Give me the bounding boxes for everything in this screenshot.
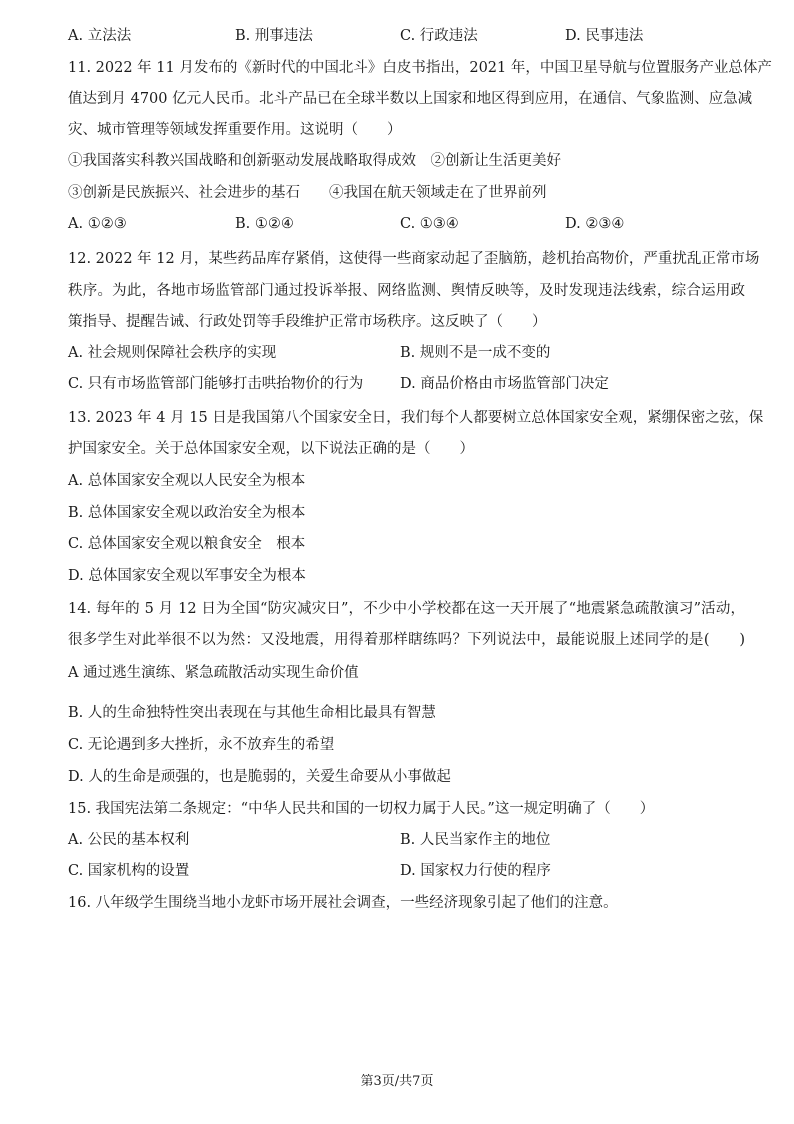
option-c: C. 只有市场监管部门能够打击哄抬物价的行为 <box>68 376 364 392</box>
question-stem: 12. 2022 年 12 月，某些药品库存紧俏，这使得一些商家动起了歪脑筋，趁机抬高物价，严重扰乱正常市场 <box>68 251 760 267</box>
option-c: C. ①③④ <box>400 216 459 232</box>
question-stem: 14. 每年的 5 月 12 日为全国“防灾减灾日”，不少中小学校都在这一天开展了“地震紧急疏散演习”活动， <box>68 601 745 617</box>
option-b: B. 规则不是一成不变的 <box>400 345 551 361</box>
statement: ①我国落实科教兴国战略和创新驱动发展战略取得成效 ②创新让生活更美好 <box>68 153 561 169</box>
page-number: 第3页/共7页 <box>360 1074 434 1089</box>
option-c: C. 国家机构的设置 <box>68 863 190 879</box>
question-stem: 护国家安全。关于总体国家安全观，以下说法正确的是（ ） <box>68 441 474 457</box>
question-stem: 15. 我国宪法第二条规定：“中华人民共和国的一切权力属于人民。”这一规定明确了（ ） <box>68 801 655 817</box>
option-d: D. ②③④ <box>565 216 625 232</box>
question-stem: 13. 2023 年 4 月 15 日是我国第八个国家安全日，我们每个人都要树立总体国家安全观，紧绷保密之弦，保 <box>68 410 764 426</box>
option-d: D. 总体国家安全观以军事安全为根本 <box>68 568 306 584</box>
option-d: D. 国家权力行使的程序 <box>400 863 551 879</box>
question-stem: 11. 2022 年 11 月发布的《新时代的中国北斗》白皮书指出，2021 年，中国卫星导航与位置服务产业总体产 <box>68 60 772 76</box>
option-a: A. ①②③ <box>68 216 127 232</box>
option-d: D. 商品价格由市场监管部门决定 <box>400 376 609 392</box>
question-stem: 值达到月 4700 亿元人民币。北斗产品已在全球半数以上国家和地区得到应用，在通信、气象监测、应急减 <box>68 91 753 107</box>
question-stem: 灾、城市管理等领域发挥重要作用。这说明（ ） <box>68 122 402 138</box>
option-b: B. 人的生命独特性突出表现在与其他生命相比最具有智慧 <box>68 705 436 721</box>
option-d: D. 民事违法 <box>565 28 644 44</box>
option-a: A. 总体国家安全观以人民安全为根本 <box>68 473 306 489</box>
option-c: C. 行政违法 <box>400 28 478 44</box>
option-c: C. 无论遇到多大挫折，永不放弃生的希望 <box>68 737 335 753</box>
option-b: B. 总体国家安全观以政治安全为根本 <box>68 505 306 521</box>
option-b: B. 人民当家作主的地位 <box>400 832 551 848</box>
statement: ③创新是民族振兴、社会进步的基石 ④我国在航天领域走在了世界前列 <box>68 185 547 201</box>
question-stem: 策指导、提醒告诫、行政处罚等手段维护正常市场秩序。这反映了（ ） <box>68 314 547 330</box>
option-a: A. 立法法 <box>68 28 132 44</box>
question-stem: 很多学生对此举很不以为然：又没地震，用得着那样瞎练吗？下列说法中，最能说服上述同学的是( ) <box>68 632 745 648</box>
option-c: C. 总体国家安全观以粮食安全 根本 <box>68 536 306 552</box>
option-b: B. 刑事违法 <box>235 28 313 44</box>
question-stem: 秩序。为此，各地市场监管部门通过投诉举报、网络监测、舆情反映等，及时发现违法线索，综合运用政 <box>68 283 745 299</box>
option-b: B. ①②④ <box>235 216 294 232</box>
option-a: A. 公民的基本权利 <box>68 832 190 848</box>
option-d: D. 人的生命是顽强的，也是脆弱的，关爱生命要从小事做起 <box>68 769 451 785</box>
option-a: A. 社会规则保障社会秩序的实现 <box>68 345 277 361</box>
option-a: A 通过逃生演练、紧急疏散活动实现生命价值 <box>68 665 359 681</box>
question-stem: 16. 八年级学生围绕当地小龙虾市场开展社会调查，一些经济现象引起了他们的注意。 <box>68 895 618 911</box>
